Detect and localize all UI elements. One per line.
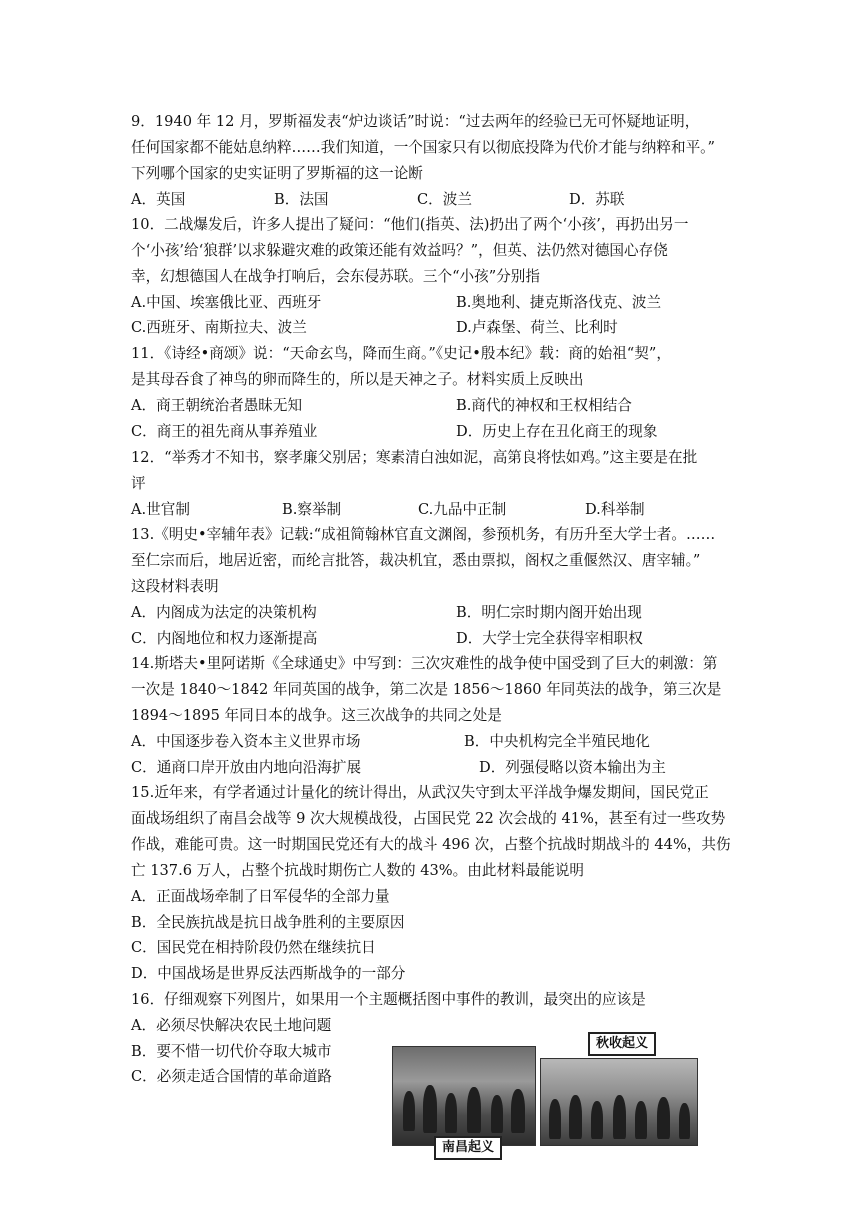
q11-option-c: C．商王的祖先商从事养殖业 — [131, 423, 318, 440]
q12-option-c: C.九品中正制 — [418, 501, 507, 518]
q14-option-d: D．列强侵略以资本输出为主 — [479, 759, 666, 776]
q10-line-1: 10．二战爆发后，许多人提出了疑问：“他们(指英、法)扔出了两个‘小孩’，再扔出另一 — [131, 216, 689, 233]
q10-line-3: 幸，幻想德国人在战争打响后，会东侵苏联。三个“小孩”分别指 — [131, 268, 540, 285]
figure-silhouette — [549, 1099, 561, 1139]
figure-silhouette — [467, 1087, 481, 1133]
q12-line-2: 评 — [131, 475, 146, 492]
figure-silhouette — [403, 1091, 415, 1131]
q15-option-a: A．正面战场牵制了日军侵华的全部力量 — [131, 888, 390, 905]
q13-option-d: D．大学士完全获得宰相职权 — [456, 630, 643, 647]
figure-silhouette — [445, 1093, 457, 1133]
q12-option-a: A.世官制 — [131, 501, 190, 518]
q14-option-c: C．通商口岸开放由内地向沿海扩展 — [131, 759, 362, 776]
q12-line-1: 12．“举秀才不知书，察孝廉父别居；寒素清白浊如泥，高第良将怯如鸡。”这主要是在批 — [131, 449, 698, 466]
q9-option-a: A．英国 — [131, 191, 186, 208]
q11-option-d: D．历史上存在丑化商王的现象 — [456, 423, 658, 440]
figure-silhouette — [491, 1095, 503, 1133]
q10-line-2: 个‘小孩’给‘狼群’以求躲避灾难的政策还能有效益吗？”，但英、法仍然对德国心存侥 — [131, 242, 668, 259]
q9-option-c: C．波兰 — [417, 191, 472, 208]
q16-line-1: 16．仔细观察下列图片，如果用一个主题概括图中事件的教训，最突出的应该是 — [131, 991, 646, 1008]
nanchang-uprising-label: 南昌起义 — [434, 1136, 502, 1160]
q14-option-a: A．中国逐步卷入资本主义世界市场 — [131, 733, 361, 750]
q12-option-b: B.察举制 — [282, 501, 342, 518]
q14-line-2: 一次是 1840～1842 年同英国的战争，第二次是 1856～1860 年同英法的战争，第三次是 — [131, 681, 722, 698]
nanchang-uprising-photo — [392, 1046, 536, 1146]
q15-line-3: 作战，难能可贵。这一时期国民党还有大的战斗 496 次，占整个抗战时期战斗的 44%，共伤 — [131, 836, 731, 853]
q13-line-1: 13.《明史•宰辅年表》记载:“成祖简翰林官直文渊阁，参预机务，有历升至大学士者。…… — [131, 526, 716, 543]
figure-silhouette — [657, 1097, 670, 1139]
figure-silhouette — [613, 1095, 626, 1139]
q10-option-a: A.中国、埃塞俄比亚、西班牙 — [131, 294, 322, 311]
q16-option-a: A．必须尽快解决农民土地问题 — [131, 1017, 332, 1034]
q16-option-b: B．要不惜一切代价夺取大城市 — [131, 1043, 332, 1060]
figure-silhouette — [569, 1095, 582, 1139]
q15-option-d: D．中国战场是世界反法西斯战争的一部分 — [131, 965, 406, 982]
q9-line-3: 下列哪个国家的史实证明了罗斯福的这一论断 — [131, 165, 423, 182]
uprisings-figure — [392, 1032, 698, 1160]
q9-option-d: D．苏联 — [569, 191, 625, 208]
q12-option-d: D.科举制 — [585, 501, 645, 518]
q9-option-b: B．法国 — [274, 191, 329, 208]
figure-silhouette — [635, 1101, 647, 1139]
figure-silhouette — [679, 1103, 690, 1139]
autumn-harvest-uprising-label: 秋收起义 — [588, 1032, 656, 1056]
q10-option-c: C.西班牙、南斯拉夫、波兰 — [131, 319, 307, 336]
q14-option-b: B．中央机构完全半殖民地化 — [464, 733, 650, 750]
q11-line-1: 11．《诗经•商颂》说：“天命玄鸟，降而生商。”《史记•殷本纪》载：商的始祖“契”， — [131, 345, 671, 362]
autumn-harvest-uprising-photo — [540, 1058, 698, 1146]
q11-option-b: B.商代的神权和王权相结合 — [456, 397, 632, 414]
q10-option-d: D.卢森堡、荷兰、比利时 — [456, 319, 618, 336]
q15-line-1: 15.近年来，有学者通过计量化的统计得出，从武汉失守到太平洋战争爆发期间，国民党正 — [131, 784, 709, 801]
q13-option-a: A．内阁成为法定的决策机构 — [131, 604, 317, 621]
q9-line-2: 任何国家都不能姑息纳粹……我们知道，一个国家只有以彻底投降为代价才能与纳粹和平。” — [131, 139, 715, 156]
q16-option-c: C．必须走适合国情的革命道路 — [131, 1068, 332, 1085]
q13-option-b: B．明仁宗时期内阁开始出现 — [456, 604, 642, 621]
figure-silhouette — [511, 1089, 525, 1133]
q10-option-b: B.奥地利、捷克斯洛伐克、波兰 — [456, 294, 662, 311]
figure-silhouette — [423, 1085, 437, 1133]
q14-line-1: 14.斯塔夫•里阿诺斯《全球通史》中写到：三次灾难性的战争使中国受到了巨大的刺激：第 — [131, 655, 718, 672]
q15-line-2: 面战场组织了南昌会战等 9 次大规模战役，占国民党 22 次会战的 41%，甚至有过一些攻势 — [131, 810, 726, 827]
q15-line-4: 亡 137.6 万人，占整个抗战时期伤亡人数的 43%。由此材料最能说明 — [131, 862, 584, 879]
q14-line-3: 1894～1895 年同日本的战争。这三次战争的共同之处是 — [131, 707, 502, 724]
q11-option-a: A．商王朝统治者愚昧无知 — [131, 397, 303, 414]
q13-line-2: 至仁宗而后，地居近密，而纶言批答，裁决机宜，悉由票拟，阁权之重偃然汉、唐宰辅。” — [131, 552, 701, 569]
q11-line-2: 是其母吞食了神鸟的卵而降生的，所以是天神之子。材料实质上反映出 — [131, 371, 584, 388]
q15-option-c: C．国民党在相持阶段仍然在继续抗日 — [131, 939, 376, 956]
figure-silhouette — [591, 1101, 603, 1139]
q13-option-c: C．内阁地位和权力逐渐提高 — [131, 630, 318, 647]
q13-line-3: 这段材料表明 — [131, 578, 219, 595]
q15-option-b: B．全民族抗战是抗日战争胜利的主要原因 — [131, 914, 405, 931]
q9-line-1: 9．1940 年 12 月，罗斯福发表“炉边谈话”时说：“过去两年的经验已无可怀疑地证明， — [131, 113, 700, 130]
